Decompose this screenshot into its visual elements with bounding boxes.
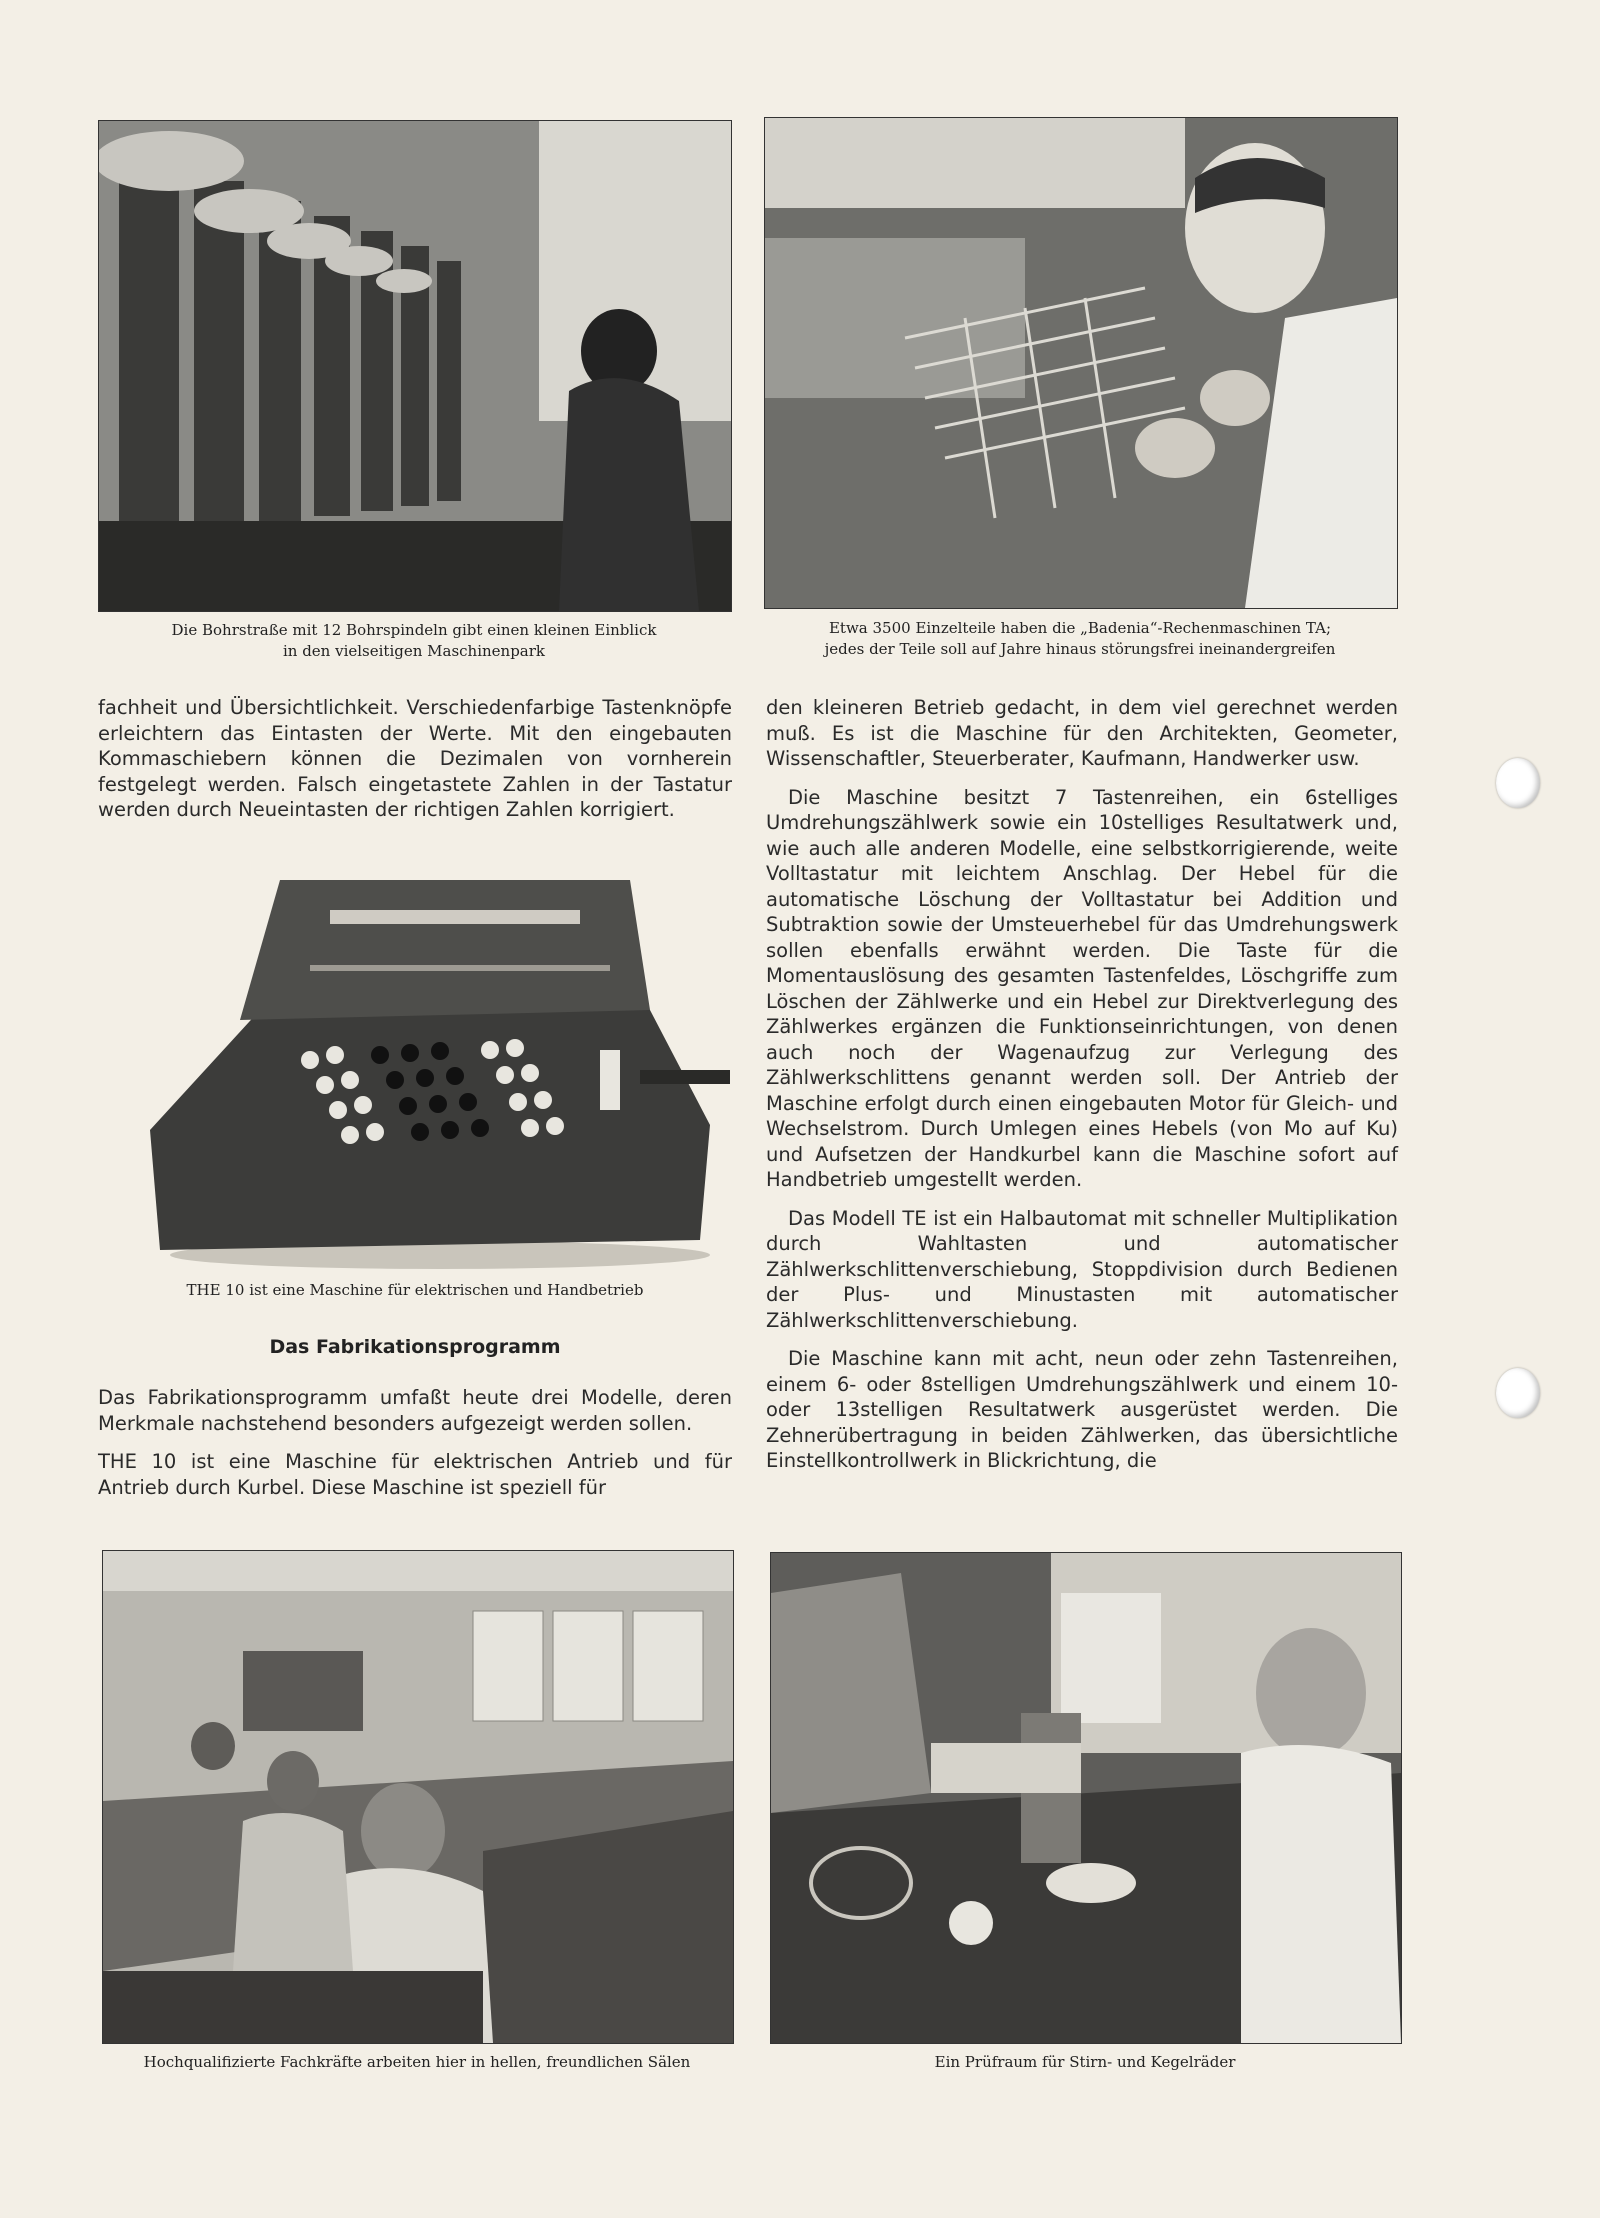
paragraph: Die Maschine besitzt 7 Tastenreihen, ein 6stelliges Umdrehungszählwerk sowie ein 10stelliges Resultatwerk und, wie auch alle anderen Modelle, eine selbstkorrigierende, weite Volltastatur mit leichtem Anschlag. Der Hebel für die automatische Löschung der Volltastatur bei Addition und Subtraktion sowie der Umsteuerhebel für das Umdrehungswerk sollen ebenfalls erwähnt werden. Die Taste für die Momentauslösung des gesamten Tastenfeldes, Löschgriffe zum Löschen der Zählwerke und ein Hebel zur Direktverlegung des Zählwerkes ergänzen die Funktionseinrichtungen, von denen auch noch der Wagenaufzug zur Verlegung des Zählwerkschlittens genannt werden soll. Der Antrieb der Maschine erfolgt durch einen eingebauten Motor für Gleich- und Wechselstrom. Durch Umlegen eines Hebels (von Mo auf Ku) und Aufsetzen der Handkurbel kann die Maschine sofort auf Handbetrieb umgestellt werden. [766,785,1398,1191]
paragraph: fachheit und Übersichtlichkeit. Verschiedenfarbige Tastenknöpfe erleichtern das Eintasten der Werte. Mit den eingebauten Kommaschiebern können die Dezimalen von vornherein festgelegt werden. Falsch eingetastete Zahlen in der Tastatur werden durch Neueintasten der richtigen Zahlen korrigiert. [98,696,732,821]
caption-machine: THE 10 ist eine Maschine für elektrischen und Handbetrieb [186,1281,644,1299]
calculator-assembly-photo [764,117,1398,609]
caption-inspection: Ein Prüfraum für Stirn- und Kegelräder [934,2053,1236,2071]
punch-hole [1496,758,1540,808]
workshop-hall-photo [102,1550,734,2044]
left-column-top [98,695,732,836]
left-column-bottom [98,1385,732,1513]
section-heading: Das Fabrikationsprogramm [269,1336,561,1358]
caption-line: jedes der Teile soll auf Jahre hinaus störungsfrei ineinandergreifen [824,640,1336,658]
paragraph: Das Modell TE ist ein Halbautomat mit schneller Multiplikation durch Wahltasten und automatischer Zählwerkschlittenverschiebung, Stoppdivision durch Bedienen der Plus- und Minustasten mit automatischer Zählwerkschlittenverschiebung. [766,1206,1398,1332]
paragraph: Die Maschine kann mit acht, neun oder zehn Tastenreihen, einem 6- oder 8stelligen Umdrehungszählwerk und einem 10- oder 13stelligen Resultatwerk ausgerüstet werden. Die Zehnerübertragung in beiden Zählwerken, das übersichtliche Einstellkontrollwerk in Blickrichtung, die [766,1347,1398,1472]
calculating-machine-photo [110,870,740,1270]
paragraph: den kleineren Betrieb gedacht, in dem viel gerechnet werden muß. Es ist die Maschine für den Architekten, Geometer, Wissenschaftler, Steuerberater, Kaufmann, Handwerker usw. [766,696,1398,770]
caption-line: Die Bohrstraße mit 12 Bohrspindeln gibt einen kleinen Einblick [171,621,657,639]
caption-line: Etwa 3500 Einzelteile haben die „Badenia“-Rechenmaschinen TA; [828,619,1332,637]
caption-workshop: Hochqualifizierte Fachkräfte arbeiten hier in hellen, freundlichen Sälen [143,2053,691,2071]
paragraph: Das Fabrikationsprogramm umfaßt heute drei Modelle, deren Merkmale nachstehend besonders aufgezeigt werden sollen. [98,1386,732,1435]
punch-hole [1496,1368,1540,1418]
paragraph: THE 10 ist eine Maschine für elektrischen Antrieb und für Antrieb durch Kurbel. Diese Maschine ist speziell für [98,1450,732,1499]
caption-drilling [98,620,730,662]
inspection-room-photo [770,1552,1402,2044]
drilling-machines-photo [98,120,732,612]
caption-assembly [764,618,1396,660]
caption-line: in den vielseitigen Maschinenpark [282,642,546,660]
right-column [766,695,1398,1487]
